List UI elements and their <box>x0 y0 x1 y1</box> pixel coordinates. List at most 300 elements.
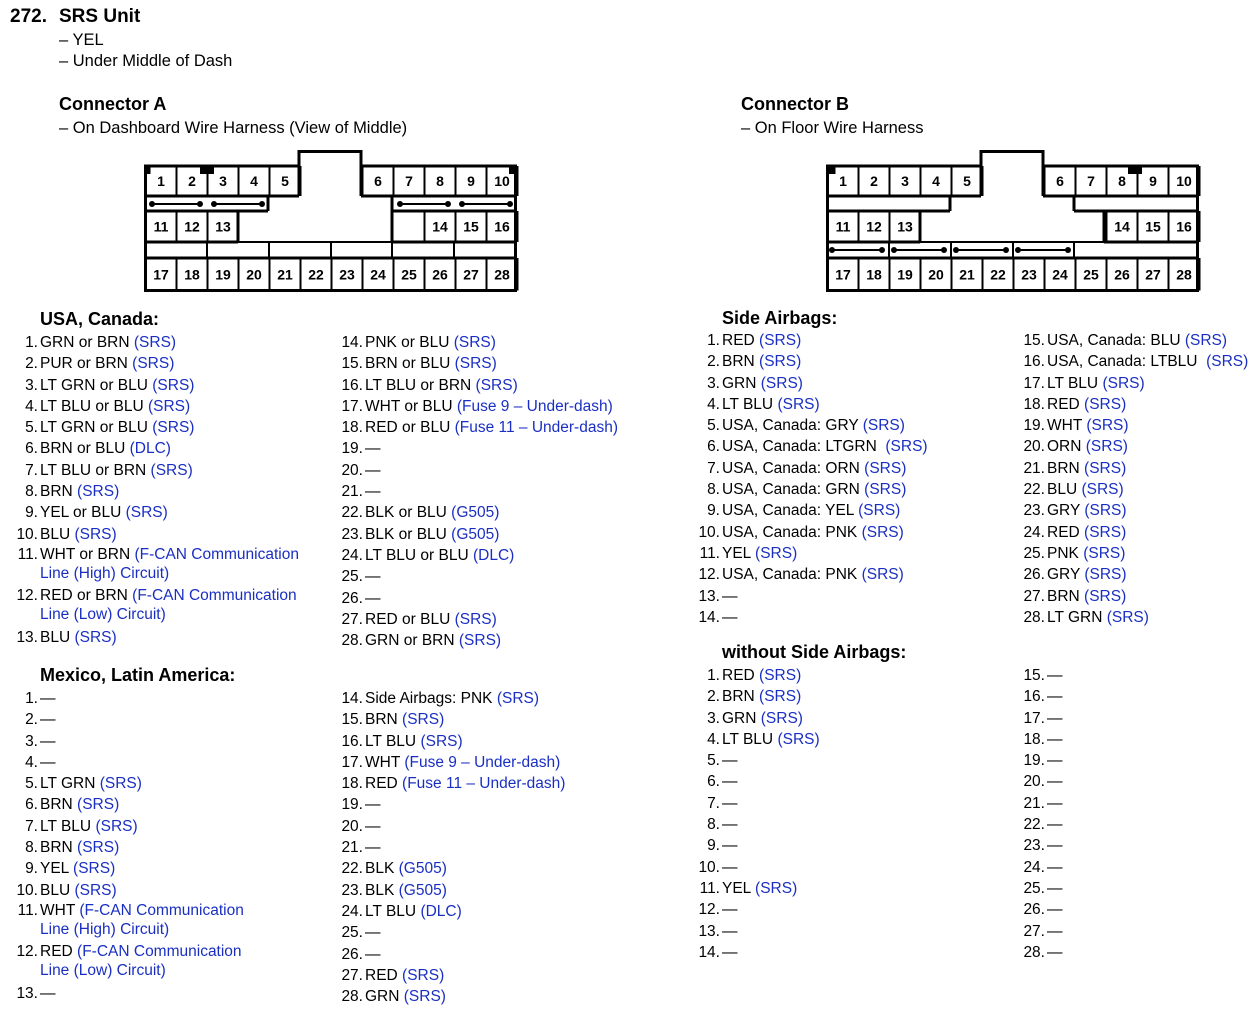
pin-number: 10. <box>698 858 720 876</box>
pin-number: 19. <box>341 796 363 814</box>
pin-label: 18 <box>184 266 200 283</box>
pin-label: 7 <box>1087 173 1095 189</box>
circuit-reference: (Fuse 9 – Under-dash) <box>456 397 613 415</box>
pin-number: 8. <box>707 481 720 499</box>
pin-entry <box>1019 436 1248 457</box>
pin-entry <box>337 353 618 374</box>
pin-entry <box>12 460 299 481</box>
pin-number: 2. <box>707 353 720 371</box>
pin-label: 13 <box>897 218 913 235</box>
pin-entry <box>694 415 928 436</box>
circuit-reference: (SRS) <box>1083 544 1126 562</box>
pin-entry <box>1019 522 1248 543</box>
page-title: SRS Unit <box>59 6 141 27</box>
circuit-reference: (SRS) <box>77 839 120 857</box>
pin-entry <box>1019 857 1063 878</box>
pin-number: 4. <box>707 395 720 413</box>
pin-entry <box>12 332 299 353</box>
pin-entry <box>337 502 618 523</box>
pin-entry <box>337 545 618 566</box>
pin-entry <box>1019 665 1063 686</box>
pin-entry <box>694 814 820 835</box>
pin-number: 13. <box>698 922 720 940</box>
pin-label: 19 <box>215 266 231 283</box>
wire-color: — <box>1047 688 1063 706</box>
wire-color: — <box>365 796 381 814</box>
pin-entry <box>694 607 928 628</box>
circuit-reference: (SRS) <box>1206 353 1249 371</box>
pin-entry <box>694 750 820 771</box>
wire-color: YEL <box>40 860 74 878</box>
circuit-reference: (SRS) <box>1084 459 1127 477</box>
pin-entry <box>694 835 820 856</box>
pin-entry <box>694 543 928 564</box>
pin-number: 9. <box>25 860 38 878</box>
pin-number: 19. <box>1023 417 1045 435</box>
pin-number: 13. <box>16 628 38 646</box>
pin-entry <box>12 752 244 773</box>
pin-entry <box>694 793 820 814</box>
circuit-reference: (DLC) <box>420 902 462 920</box>
wire-color: — <box>365 817 381 835</box>
circuit-reference: (SRS) <box>760 709 803 727</box>
pin-number: 20. <box>1023 773 1045 791</box>
circuit-reference: (G505) <box>451 504 500 522</box>
pin-label: 10 <box>494 173 510 189</box>
pin-entry <box>12 983 244 1004</box>
wire-color: — <box>365 461 381 479</box>
pin-entry <box>694 942 820 963</box>
pin-entry <box>12 524 299 545</box>
pin-number: 8. <box>25 839 38 857</box>
pin-entry <box>694 351 928 372</box>
pin-label: 13 <box>215 218 231 235</box>
connector-b-desc: – On Floor Wire Harness <box>741 119 924 137</box>
pin-label: 24 <box>1052 266 1068 283</box>
pin-entry <box>12 901 244 942</box>
circuit-reference: (SRS) <box>132 355 175 373</box>
pin-entry <box>12 688 244 709</box>
pin-entry <box>337 460 618 481</box>
circuit-reference: (SRS) <box>759 353 802 371</box>
wire-color: — <box>365 440 381 458</box>
connector-a-diagram <box>144 150 517 295</box>
pin-number: 17. <box>341 753 363 771</box>
pin-number: 2. <box>707 688 720 706</box>
circuit-reference: (SRS) <box>861 566 904 584</box>
pin-label: 19 <box>897 266 913 283</box>
wire-color: RED <box>365 775 403 793</box>
pin-number: 19. <box>341 440 363 458</box>
pin-number: 26. <box>341 589 363 607</box>
pin-entry <box>12 837 244 858</box>
wire-color: — <box>722 858 738 876</box>
circuit-reference: (SRS) <box>133 334 177 351</box>
pin-entry <box>1019 586 1248 607</box>
circuit-reference: (SRS) <box>1084 502 1127 520</box>
pin-number: 16. <box>341 376 363 394</box>
circuit-reference: (SRS) <box>759 332 802 349</box>
pin-number: 26. <box>1023 901 1045 919</box>
circuit-reference: (SRS) <box>125 504 168 522</box>
pin-entry <box>337 773 565 794</box>
wire-color: LT BLU <box>1047 374 1103 392</box>
pin-entry <box>1019 351 1248 372</box>
pin-entry <box>337 965 565 986</box>
pin-number: 1. <box>707 667 720 684</box>
pin-entry <box>1019 921 1063 942</box>
pin-entry <box>12 481 299 502</box>
wire-color: USA, Canada: PNK <box>722 566 862 584</box>
pin-entry <box>337 986 565 1007</box>
pin-entry <box>694 899 820 920</box>
wire-color: — <box>1047 752 1063 770</box>
wire-color: — <box>1047 667 1063 684</box>
circuit-reference: (SRS) <box>862 417 905 435</box>
pin-number: 18. <box>1023 395 1045 413</box>
pin-label: 5 <box>281 173 289 189</box>
circuit-reference: (SRS) <box>1084 587 1127 605</box>
pin-number: 16. <box>1023 688 1045 706</box>
pin-number: 8. <box>25 483 38 501</box>
pin-entry <box>12 709 244 730</box>
pin-number: 22. <box>1023 816 1045 834</box>
wire-color: LT BLU <box>40 817 96 835</box>
wire-color: BRN or BLU <box>365 355 455 373</box>
pin-number: 22. <box>1023 481 1045 499</box>
pin-number: 15. <box>341 355 363 373</box>
pin-number: 4. <box>707 730 720 748</box>
wire-color: WHT or BRN <box>40 546 135 564</box>
pin-entry <box>12 731 244 752</box>
wire-color: USA, Canada: GRY <box>722 417 863 435</box>
wire-color: USA, Canada: BLU <box>1047 332 1185 349</box>
wire-color: LT GRN or BLU <box>40 376 153 394</box>
pin-number: 2. <box>25 711 38 729</box>
pin-label: 12 <box>184 218 200 235</box>
pin-entry <box>337 901 565 922</box>
pin-number: 23. <box>341 881 363 899</box>
pin-label: 21 <box>959 266 975 283</box>
pin-number: 28. <box>1023 943 1045 961</box>
pin-entry <box>694 857 820 878</box>
pin-number: 24. <box>341 546 363 564</box>
circuit-reference: (SRS) <box>759 688 802 706</box>
pin-entry <box>12 586 299 627</box>
heading-mexico-latin-america: Mexico, Latin America: <box>40 665 236 685</box>
pin-entry <box>12 794 244 815</box>
pin-number: 5. <box>707 417 720 435</box>
wire-color: RED <box>365 966 403 984</box>
pin-entry <box>12 773 244 794</box>
heading-usa-canada: USA, Canada: <box>40 309 160 329</box>
pin-number: 18. <box>1023 730 1045 748</box>
circuit-reference: (SRS) <box>777 395 820 413</box>
wire-color: RED <box>1047 523 1085 541</box>
pin-number: 3. <box>25 376 38 394</box>
pin-number: 25. <box>1023 544 1045 562</box>
pin-number: 28. <box>1023 608 1045 626</box>
pin-number: 1. <box>25 334 38 351</box>
pin-number: 27. <box>341 966 363 984</box>
pin-entry <box>1019 942 1063 963</box>
circuit-reference: (SRS) <box>1184 332 1228 349</box>
circuit-reference: (G505) <box>451 525 500 543</box>
wire-color: USA, Canada: GRN <box>722 481 865 499</box>
usa-canada-pins-14-28 <box>337 332 618 651</box>
circuit-reference: (F-CAN Communication <box>77 943 242 961</box>
pin-label: 15 <box>1145 218 1161 235</box>
pin-entry <box>337 752 565 773</box>
wire-color: LT GRN <box>40 775 100 793</box>
circuit-reference: (SRS) <box>1084 523 1127 541</box>
circuit-reference: (SRS) <box>777 730 820 748</box>
pin-label: 14 <box>432 218 448 235</box>
wire-color: GRN <box>365 988 404 1006</box>
pin-entry <box>337 880 565 901</box>
pin-number: 28. <box>341 632 363 650</box>
pin-number: 14. <box>698 608 720 626</box>
wire-color: — <box>722 816 738 834</box>
connector-b-title: Connector B <box>741 94 849 114</box>
pin-number: 10. <box>16 881 38 899</box>
pin-entry <box>1019 729 1063 750</box>
pin-number: 4. <box>25 397 38 415</box>
circuit-reference: (SRS) <box>420 732 463 750</box>
pin-number: 12. <box>698 901 720 919</box>
pin-entry <box>1019 899 1063 920</box>
wire-color: YEL <box>722 879 756 897</box>
pin-entry <box>337 944 565 965</box>
pin-number: 24. <box>1023 523 1045 541</box>
pin-entry <box>694 921 820 942</box>
circuit-reference: (SRS) <box>152 419 195 437</box>
pin-entry <box>337 438 618 459</box>
wire-color: RED <box>722 332 760 349</box>
wire-color: PUR or BRN <box>40 355 133 373</box>
pin-entry <box>1019 607 1248 628</box>
wire-color: LT BLU <box>365 902 421 920</box>
circuit-reference: (SRS) <box>403 988 446 1006</box>
pin-entry <box>694 771 820 792</box>
wire-color: LT GRN or BLU <box>40 419 153 437</box>
pin-number: 12. <box>698 566 720 584</box>
wire-color: YEL or BLU <box>40 504 126 522</box>
pin-number: 11. <box>699 544 720 562</box>
pin-entry <box>12 375 299 396</box>
pin-entry <box>337 816 565 837</box>
pin-entry <box>1019 750 1063 771</box>
pin-number: 24. <box>341 902 363 920</box>
wire-color: GRY <box>1047 502 1085 520</box>
pin-entry <box>1019 415 1248 436</box>
circuit-reference: (G505) <box>398 860 447 878</box>
pin-entry <box>12 816 244 837</box>
pin-entry <box>694 878 820 899</box>
pin-number: 23. <box>341 525 363 543</box>
mexico-pins-14-28 <box>337 688 565 1007</box>
pin-label: 20 <box>928 266 944 283</box>
wire-color: — <box>365 589 381 607</box>
wire-color: — <box>722 587 738 605</box>
pin-number: 7. <box>707 794 720 812</box>
pin-entry <box>12 353 299 374</box>
wire-color: — <box>1047 901 1063 919</box>
pin-number: 11. <box>17 902 38 920</box>
wire-color: BRN <box>1047 587 1085 605</box>
circuit-reference: (SRS) <box>864 481 907 499</box>
pin-label: 9 <box>467 173 475 189</box>
circuit-reference: (SRS) <box>755 544 798 562</box>
pin-entry <box>694 686 820 707</box>
wire-color: USA, Canada: PNK <box>722 523 862 541</box>
pin-number: 4. <box>25 753 38 771</box>
wire-color: BLU <box>40 881 75 899</box>
unit-location: – Under Middle of Dash <box>59 52 233 70</box>
side-airbags-pins-1-14 <box>694 330 928 628</box>
wire-color: BRN <box>1047 459 1085 477</box>
wire-color: RED or BRN <box>40 587 133 605</box>
pin-entry <box>337 794 565 815</box>
circuit-reference: (F-CAN Communication <box>79 902 244 920</box>
circuit-reference: (SRS) <box>496 690 540 707</box>
wire-color: GRN or BRN <box>365 632 459 650</box>
wire-color: PNK <box>1047 544 1084 562</box>
pin-entry <box>337 588 618 609</box>
pin-label: 3 <box>219 173 227 189</box>
wire-color: — <box>722 837 738 855</box>
pin-number: 20. <box>341 461 363 479</box>
wire-color: — <box>1047 879 1063 897</box>
pin-number: 27. <box>1023 922 1045 940</box>
pin-number: 6. <box>707 773 720 791</box>
pin-entry <box>337 709 565 730</box>
pin-number: 14. <box>341 334 363 351</box>
pin-label: 4 <box>250 173 258 189</box>
pin-label: 27 <box>463 266 479 283</box>
pin-number: 21. <box>341 483 363 501</box>
pin-entry <box>337 731 565 752</box>
pin-number: 7. <box>25 461 38 479</box>
pin-label: 6 <box>374 173 382 189</box>
pin-number: 9. <box>707 502 720 520</box>
wire-color: — <box>1047 773 1063 791</box>
pin-entry <box>12 627 299 648</box>
circuit-reference: (SRS) <box>402 966 445 984</box>
wire-color: RED or BLU <box>365 610 455 628</box>
pin-number: 20. <box>341 817 363 835</box>
wire-color: GRN or BRN <box>40 334 134 351</box>
pin-entry <box>694 479 928 500</box>
pin-label: 6 <box>1056 173 1064 189</box>
pin-entry <box>1019 835 1063 856</box>
heading-without-side-airbags: without Side Airbags: <box>722 642 907 662</box>
circuit-reference: (F-CAN Communication <box>134 546 299 564</box>
pin-number: 19. <box>1023 752 1045 770</box>
pin-number: 6. <box>707 438 720 456</box>
wire-color: USA, Canada: LTGRN <box>722 438 886 456</box>
circuit-reference: (SRS) <box>885 438 928 456</box>
wire-color: — <box>365 839 381 857</box>
pin-label: 23 <box>339 266 355 283</box>
without-side-airbags-pins-1-14 <box>694 665 820 963</box>
wire-color: — <box>1047 943 1063 961</box>
pin-entry <box>337 609 618 630</box>
wire-color: LT GRN <box>1047 608 1107 626</box>
pin-number: 28. <box>341 988 363 1006</box>
pin-entry <box>1019 814 1063 835</box>
pin-number: 14. <box>698 943 720 961</box>
circuit-reference: (SRS) <box>74 628 117 646</box>
pin-number: 26. <box>1023 566 1045 584</box>
pin-number: 5. <box>25 775 38 793</box>
wire-color: RED <box>40 943 78 961</box>
wire-color: BLK or BLU <box>365 525 452 543</box>
pin-entry <box>1019 479 1248 500</box>
circuit-reference: (G505) <box>398 881 447 899</box>
item-number: 272. <box>10 6 47 27</box>
pin-entry <box>337 481 618 502</box>
pin-number: 18. <box>341 775 363 793</box>
circuit-reference: (SRS) <box>475 376 518 394</box>
circuit-reference: (DLC) <box>472 546 515 564</box>
circuit-reference: (SRS) <box>864 459 907 477</box>
pin-label: 25 <box>401 266 417 283</box>
pin-number: 25. <box>341 568 363 586</box>
pin-entry <box>12 942 244 983</box>
wire-color: USA, Canada: YEL <box>722 502 859 520</box>
pin-number: 9. <box>25 504 38 522</box>
circuit-reference: (SRS) <box>453 334 496 351</box>
pin-number: 17. <box>341 397 363 415</box>
wire-color: RED <box>722 667 760 684</box>
wire-color: — <box>40 690 56 707</box>
wire-color: WHT <box>40 902 80 920</box>
circuit-reference-continued: Line (High) Circuit) <box>40 920 170 938</box>
wire-color: — <box>1047 816 1063 834</box>
pin-label: 24 <box>370 266 386 283</box>
circuit-reference: (SRS) <box>1106 608 1149 626</box>
wire-color: BLK <box>365 881 399 899</box>
wire-color: — <box>40 732 56 750</box>
pin-number: 15. <box>1023 332 1045 349</box>
wire-color: — <box>722 901 738 919</box>
wire-color: PNK or BLU <box>365 334 454 351</box>
pin-number: 5. <box>25 419 38 437</box>
pin-entry <box>1019 543 1248 564</box>
pin-entry <box>694 373 928 394</box>
wire-color: WHT or BLU <box>365 397 457 415</box>
pin-entry <box>694 522 928 543</box>
wire-color: WHT <box>1047 417 1087 435</box>
pin-number: 23. <box>1023 837 1045 855</box>
usa-canada-pins-1-13 <box>12 332 299 648</box>
pin-label: 20 <box>246 266 262 283</box>
circuit-reference: (SRS) <box>74 881 117 899</box>
pin-label: 12 <box>866 218 882 235</box>
pin-label: 28 <box>494 266 510 283</box>
circuit-reference: (SRS) <box>73 860 116 878</box>
pin-number: 8. <box>707 816 720 834</box>
pin-label: 26 <box>1114 266 1130 283</box>
wire-color: BLK or BLU <box>365 504 452 522</box>
pin-number: 22. <box>341 504 363 522</box>
wire-color: LT BLU <box>722 395 778 413</box>
pin-entry <box>694 394 928 415</box>
wire-color: GRY <box>1047 566 1085 584</box>
pin-number: 27. <box>1023 587 1045 605</box>
pin-number: 16. <box>1023 353 1045 371</box>
